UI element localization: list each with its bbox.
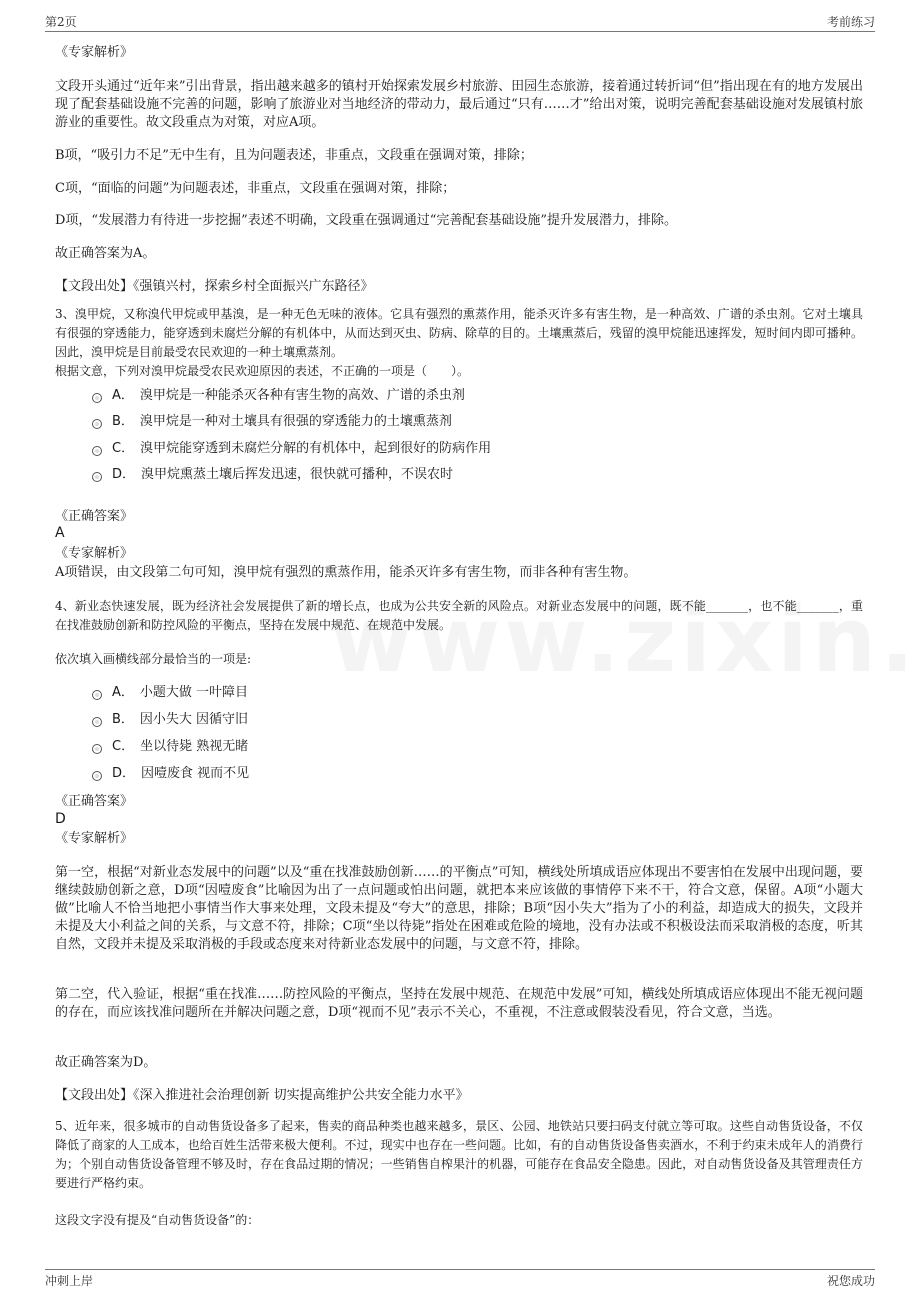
q4-answer-title: 《正确答案》 xyxy=(55,794,134,809)
q3-option-d[interactable] xyxy=(92,465,453,485)
option-letter: A． xyxy=(112,685,134,700)
q4-option-a[interactable] xyxy=(92,683,248,703)
option-text: 因小失大 因循守旧 xyxy=(139,712,249,727)
q4-analysis-title: 《专家解析》 xyxy=(55,831,134,846)
q2-analysis-paragraph: 文段开头通过“近年来”引出背景，指出越来越多的镇村开始探索发展乡村旅游、田园生态旅游，接着通过转折词“但”指出现在有的地方发展出现了配套基础设施不完善的问题，影响了旅游业对当地经济的带动力，最后通过“只有……才”给出对策，说明完善配套基础设施对发展镇村旅游业的重要性。故文段重点为对策，对应A项。 xyxy=(55,79,863,130)
page-number: 第2页 xyxy=(45,15,77,29)
q3-prompt: 根据文意，下列对溴甲烷最受农民欢迎原因的表述，不正确的一项是（ ）。 xyxy=(55,364,470,378)
radio-icon[interactable] xyxy=(92,771,102,781)
q2-analysis-title: 《专家解析》 xyxy=(55,45,134,60)
option-letter: C． xyxy=(112,739,135,754)
option-letter: C． xyxy=(112,441,135,456)
q3-option-c[interactable] xyxy=(92,439,491,459)
q5-stem: 5、近年来，很多城市的自动售货设备多了起来，售卖的商品种类也越来越多，景区、公园、地铁站只要扫码支付就立等可取。这些自动售货设备，不仅降低了商家的人工成本，也给百姓生活带来极大便利。不过，现实中也存在一些问题。比如，有的自动售货设备售卖酒水，不利于约束未成年人的消费行为；个别自动售货设备管理不够及时，存在食品过期的情况；一些销售自榨果汁的机器，可能存在食品安全隐患。因此，对自动售货设备及其管理责任方要进行严格约束。 xyxy=(55,1119,863,1190)
option-letter: A． xyxy=(112,388,134,403)
q4-analysis-paragraph-1: 第一空，根据“对新业态发展中的问题”以及“重在找准鼓励创新……的平衡点”可知，横线处所填成语应体现出不要害怕在发展中出现问题，要继续鼓励创新之意，D项“因噎废食”比喻因为出了一点问题或怕出问题，就把本来应该做的事情停下来不干，符合文意，保留。A项“小题大做”比喻人不恰当地把小事情当作大事来处理，文段未提及“夸大”的意思，排除；B项“因小失大”指为了小的利益，却造成大的损失，文段并未提及大小利益之间的关系，与文意不符，排除；C项“坐以待毙”指处在困难或危险的境地，没有办法或不积极设法而采取消极的态度，听其自然，文段并未提及采取消极的手段或态度来对待新业态发展中的问题，与文意不符，排除。 xyxy=(55,865,863,952)
footer-right-label: 祝您成功 xyxy=(826,1274,875,1288)
radio-icon[interactable] xyxy=(92,717,102,727)
q3-analysis-title: 《专家解析》 xyxy=(55,546,134,561)
q4-option-c[interactable] xyxy=(92,737,248,757)
radio-icon[interactable] xyxy=(92,690,102,700)
option-text: 溴甲烷是一种对土壤具有很强的穿透能力的土壤熏蒸剂 xyxy=(139,414,452,429)
header-rule xyxy=(45,31,875,32)
option-letter: D． xyxy=(112,467,136,482)
q4-option-b[interactable] xyxy=(92,710,248,730)
footer-left-label: 冲刺上岸 xyxy=(45,1274,94,1288)
radio-icon[interactable] xyxy=(92,472,102,482)
option-letter: B． xyxy=(112,414,134,429)
header-right-label: 考前练习 xyxy=(826,15,875,29)
option-letter: D． xyxy=(112,766,136,781)
option-text: 溴甲烷熏蒸土壤后挥发迅速，很快就可播种，不误农时 xyxy=(141,467,454,482)
q3-answer-title: 《正确答案》 xyxy=(55,509,134,524)
option-text: 坐以待毙 熟视无睹 xyxy=(140,739,249,754)
radio-icon[interactable] xyxy=(92,446,102,456)
page-header xyxy=(45,13,875,30)
option-text: 小题大做 一叶障目 xyxy=(139,685,249,700)
q3-option-b[interactable] xyxy=(92,412,452,432)
radio-icon[interactable] xyxy=(92,393,102,403)
radio-icon[interactable] xyxy=(92,419,102,429)
radio-icon[interactable] xyxy=(92,744,102,754)
footer-rule xyxy=(45,1269,875,1270)
q4-prompt: 依次填入画横线部分最恰当的一项是: xyxy=(55,652,252,666)
q4-source: 【文段出处】《深入推进社会治理创新 切实提高维护公共安全能力水平》 xyxy=(55,1088,469,1103)
q2-source: 【文段出处】《强镇兴村，探索乡村全面振兴广东路径》 xyxy=(55,279,374,294)
q2-option-b-note: B项，“吸引力不足”无中生有，且为问题表述，非重点，文段重在强调对策，排除； xyxy=(55,148,533,163)
q5-prompt: 这段文字没有提及“自动售货设备”的： xyxy=(55,1213,260,1227)
q3-answer: A xyxy=(55,525,65,541)
q4-stem: 4、新业态快速发展，既为经济社会发展提供了新的增长点，也成为公共安全新的风险点。对新业态发展中的问题，既不能_______，也不能_______，重在找准鼓励创新和防控风险的平衡点，坚持在发展中规范、在规范中发展。 xyxy=(55,599,863,632)
q3-stem: 3、溴甲烷，又称溴代甲烷或甲基溴，是一种无色无味的液体。它具有强烈的熏蒸作用，能杀灭许多有害生物，是一种高效、广谱的杀虫剂。它对土壤具有很强的穿透能力，能穿透到未腐烂分解的有机体中，从而达到灭虫、防病、除草的目的。土壤熏蒸后，残留的溴甲烷能迅速挥发，短时间内即可播种。因此，溴甲烷是目前最受农民欢迎的一种土壤熏蒸剂。 xyxy=(55,307,863,359)
q3-option-a[interactable] xyxy=(92,386,465,406)
option-text: 溴甲烷是一种能杀灭各种有害生物的高效、广谱的杀虫剂 xyxy=(139,388,465,403)
q4-answer: D xyxy=(55,811,66,827)
q4-option-d[interactable] xyxy=(92,764,249,784)
option-letter: B． xyxy=(112,712,134,727)
option-text: 因噎废食 视而不见 xyxy=(141,766,250,781)
q2-conclusion: 故正确答案为A。 xyxy=(55,246,156,261)
q4-conclusion: 故正确答案为D。 xyxy=(55,1055,157,1070)
page-footer xyxy=(45,1272,875,1289)
option-text: 溴甲烷能穿透到未腐烂分解的有机体中，起到很好的防病作用 xyxy=(140,441,492,456)
q2-option-d-note: D项，“发展潜力有待进一步挖掘”表述不明确，文段重在强调通过“完善配套基础设施”提升发展潜力，排除。 xyxy=(55,213,678,228)
q4-analysis-paragraph-2: 第二空，代入验证，根据“重在找准……防控风险的平衡点，坚持在发展中规范、在规范中发展”可知，横线处所填成语应体现出不能无视问题的存在，而应该找准问题所在并解决问题之意，D项“视而不见”表示不关心，不重视，不注意或假装没看见，符合文意，当选。 xyxy=(55,987,863,1020)
q2-option-c-note: C项，“面临的问题”为问题表述，非重点，文段重在强调对策，排除； xyxy=(55,181,456,196)
q3-analysis: A项错误，由文段第二句可知，溴甲烷有强烈的熏蒸作用，能杀灭许多有害生物，而非各种有害生物。 xyxy=(55,565,637,580)
